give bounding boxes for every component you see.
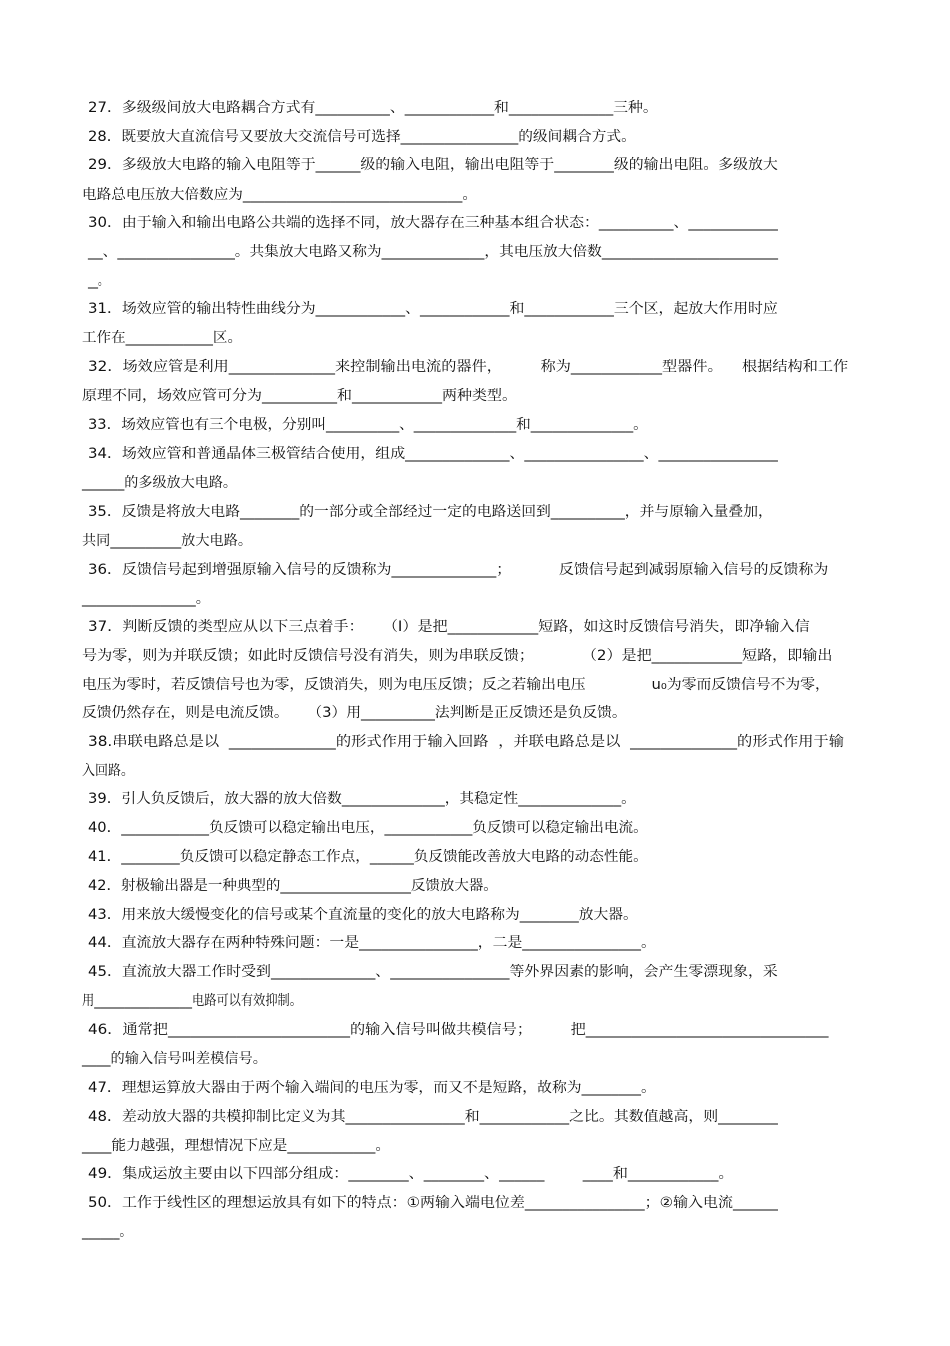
- text-line: 反馈仍然存在，则是电流反馈。 （3）用__________法判断是正反馈还是负反馈。: [82, 705, 627, 721]
- text-line: 35．反馈是将放大电路________的一部分或全部经过一定的电路送回到__________，并与原输入量叠加，: [88, 504, 773, 520]
- text-line: 48．差动放大器的共模抑制比定义为其________________和____________之比。其数值越高，则________: [88, 1109, 778, 1125]
- text-line: 用________________电路可以有效抑制。: [82, 993, 302, 1009]
- text-line: 30．由于输入和输出电路公共端的选择不同，放大器存在三种基本组合状态：__________、____________: [88, 215, 778, 231]
- text-line: 工作在____________区。: [82, 330, 242, 346]
- text-line: __。: [88, 273, 108, 289]
- text-line: 32．场效应管是利用______________来控制输出电流的器件， 称为____________型器件。 根据结构和工作: [88, 359, 849, 375]
- text-line: 37．判断反馈的类型应从以下三点着手： （I）是把____________短路，如这时反馈信号消失，即净输入信: [88, 619, 810, 635]
- text-line: 34．场效应管和普通晶体三极管结合使用，组成______________、________________、________________: [88, 446, 778, 462]
- text-line: 46．通常把________________________的输入信号叫做共模信号； 把________________________________: [88, 1022, 829, 1038]
- text-line: 号为零，则为并联反馈；如此时反馈信号没有消失，则为串联反馈； （2）是把____________短路，即输出: [82, 648, 833, 664]
- text-line: 36．反馈信号起到增强原输入信号的反馈称为______________； 反馈信号起到减弱原输入信号的反馈称为: [88, 562, 829, 578]
- text-line: 原理不同，场效应管可分为__________和____________两种类型。: [82, 388, 517, 404]
- text-line: 入回路。: [82, 763, 134, 779]
- text-line: 40．____________负反馈可以稳定输出电压，____________负反馈可以稳定输出电流。: [88, 820, 648, 836]
- text-line: ____的输入信号叫差模信号。: [82, 1051, 267, 1067]
- text-line: 47．理想运算放大器由于两个输入端间的电压为零，而又不是短路，故称为________。: [88, 1080, 656, 1096]
- text-line: 28．既要放大直流信号又要放大交流信号可选择________________的级间耦合方式。: [88, 129, 636, 145]
- text-line: 电路总电压放大倍数应为______________________________。: [82, 187, 477, 203]
- text-line: 31．场效应管的输出特性曲线分为____________、____________和____________三个区，起放大作用时应: [88, 301, 778, 317]
- text-line: ______。: [82, 1224, 132, 1240]
- text-line: 共同__________放大电路。: [82, 533, 252, 549]
- text-line: ____能力越强，理想情况下应是____________。: [82, 1138, 391, 1154]
- text-line: 33．场效应管也有三个电极，分别叫__________、______________和______________。: [88, 417, 648, 433]
- text-line: 29．多级放大电路的输入电阻等于______级的输入电阻，输出电阻等于________级的输出电阻。多级放大: [88, 157, 778, 173]
- text-line: __、________________。共集放大电路又称为______________，其电压放大倍数________________________: [88, 244, 778, 260]
- text-line: 41．________负反馈可以稳定静态工作点，______负反馈能改善放大电路的动态性能。: [88, 849, 648, 865]
- text-line: 45．直流放大器工作时受到______________、________________等外界因素的影响，会产生零漂现象，采: [88, 964, 778, 980]
- text-line: 42．射极输出器是一种典型的__________________反馈放大器。: [88, 878, 498, 894]
- text-line: 50．工作于线性区的理想运放具有如下的特点：①两输入端电位差________________；②输入电流______: [88, 1195, 778, 1211]
- text-line: 43．用来放大缓慢变化的信号或某个直流量的变化的放大电路称为________放大器。: [88, 907, 638, 923]
- text-line: 38.串联电路总是以 ______________的形式作用于输入回路 ，并联电路总是以 ______________的形式作用于输: [88, 734, 844, 750]
- text-line: 49．集成运放主要由以下四部分组成：________、________、______ ____和____________。: [88, 1166, 734, 1182]
- text-line: ________________。: [82, 591, 210, 607]
- text-line: 27．多级级间放大电路耦合方式有__________、____________和______________三种。: [88, 100, 658, 116]
- text-line: ______的多级放大电路。: [82, 475, 237, 491]
- text-line: 39．引人负反馈后，放大器的放大倍数______________，其稳定性______________。: [88, 791, 636, 807]
- text-line: 44．直流放大器存在两种特殊问题：一是________________，二是________________。: [88, 935, 656, 951]
- text-line: 电压为零时，若反馈信号也为零，反馈消失，则为电压反馈；反之若输出电压 u₀为零而反馈信号不为零，: [82, 677, 830, 693]
